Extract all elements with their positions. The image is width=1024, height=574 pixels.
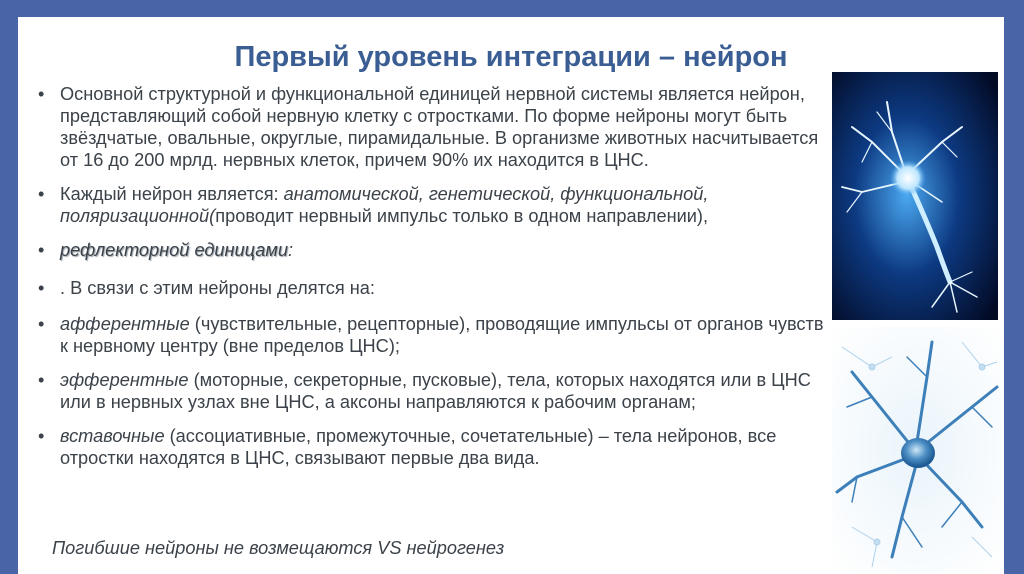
neuron-network-image <box>832 327 1002 572</box>
bullet-rest: : <box>287 240 294 260</box>
bullet-item <box>34 369 834 413</box>
bullet-glyph: • <box>38 240 45 260</box>
slide-title: Первый уровень интеграции – нейрон <box>234 41 788 73</box>
bullet-glyph: • <box>38 370 45 390</box>
bullet-list <box>34 83 834 483</box>
bullet-item <box>34 425 834 469</box>
slide <box>18 17 1004 574</box>
bullet-rest: (моторные, секреторные, пусковые), тела, которых находятся или в ЦНС или в нервных узлах вне ЦНС, а аксоны направляются к рабочим органам; <box>60 370 811 412</box>
bullet-text: . В связи с этим нейроны делятся на: <box>60 278 375 298</box>
bullet-glyph: • <box>38 184 45 204</box>
neuron-glow-image <box>832 72 998 320</box>
bullet-item <box>34 277 834 299</box>
bullet-italic: анатомической, генетической, функциональной, поляризационной( <box>60 184 709 226</box>
bullet-item <box>34 183 834 227</box>
bullet-italic: эфферентные <box>60 370 189 390</box>
bullet-glyph: • <box>38 314 45 334</box>
bullet-text: Основной структурной и функциональной единицей нервной системы является нейрон, представляющий собой нервную клетку с отростками. По форме нейроны могут быть звёздчатые, овальные, округлые, пирамидальные. В организме животных насчитывается от 16 до 200 мрлд. нервных клеток, причем 90% их находится в ЦНС. <box>60 84 819 170</box>
footer-note: Погибшие нейроны не возмещаются VS нейрогенез <box>52 538 505 558</box>
bullet-glyph: • <box>38 278 45 298</box>
bullet-emphasis: рефлекторной единицами <box>60 240 288 260</box>
bullet-italic: вставочные <box>60 426 165 446</box>
bullet-italic: афферентные <box>60 314 190 334</box>
bullet-lead: Каждый нейрон является: <box>60 184 284 204</box>
bullet-item <box>34 313 834 357</box>
bullet-glyph: • <box>38 84 45 104</box>
bullet-item <box>34 239 834 261</box>
bullet-rest: (чувствительные, рецепторные), проводящие импульсы от органов чувств к нервному центру (вне пределов ЦНС); <box>60 314 824 356</box>
bullet-glyph: • <box>38 426 45 446</box>
bullet-rest: проводит нервный импульс только в одном направлении), <box>215 206 709 226</box>
bullet-item <box>34 83 834 171</box>
bullet-rest: (ассоциативные, промежуточные, сочетательные) – тела нейронов, все отростки находятся в ЦНС, связывают первые два вида. <box>60 426 777 468</box>
